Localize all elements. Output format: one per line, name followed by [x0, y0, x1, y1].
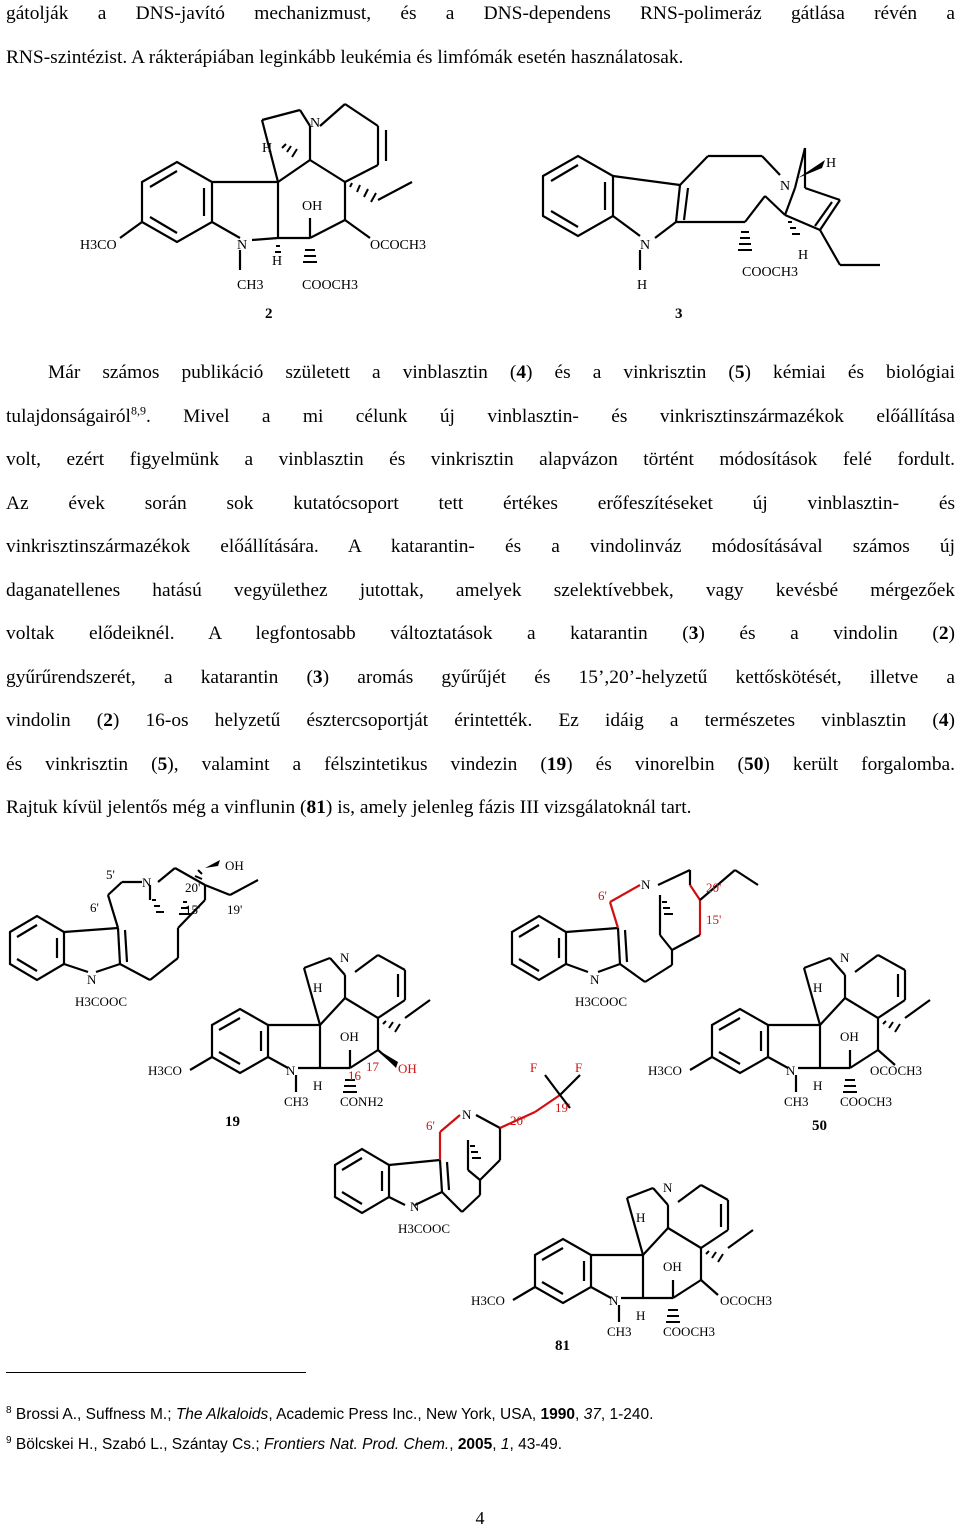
- main-paragraph: [6, 351, 955, 830]
- mol3-n-indole: N: [640, 238, 651, 253]
- text-line: vinkrisztinszármazékok előállítására. A katarantin- és a vindolinváz módosításával számos új: [6, 536, 955, 557]
- text-line: és vinkrisztin (5), valamint a félszintetikus vindezin (19) és vinorelbin (50) került forgalomba.: [6, 753, 955, 775]
- mol50-6p: 6': [598, 888, 607, 903]
- mol19-oh-top: OH: [225, 858, 244, 873]
- mol2-n-top: N: [310, 116, 321, 131]
- figure-vindoline-catharanthine: [0, 0, 960, 330]
- text-line: volt, ezért figyelmünk a vinblasztin és vinkrisztin alapvázon történt módosítások felé fordult.: [6, 449, 955, 470]
- mol81-n-top: N: [462, 1107, 472, 1122]
- mol81-h3cooc: H3COOC: [398, 1221, 451, 1236]
- mol2-label: 2: [265, 306, 273, 322]
- mol81-20p: 20': [510, 1113, 526, 1128]
- mol3-nh: H: [637, 278, 648, 293]
- mol50-h3cooc: H3COOC: [575, 994, 628, 1009]
- mol3-h-top: H: [826, 156, 837, 171]
- mol19-5p: 5': [106, 867, 115, 882]
- mol2-oh: OH: [302, 199, 323, 214]
- text-line: tulajdonságairól$^{8,9}$. Mivel a mi célunk új vinblasztin- és vinkrisztinszármazékok előállítása: [6, 403, 955, 427]
- mol50-n-indoline: N: [786, 1063, 796, 1078]
- mol19-label: 19: [225, 1114, 240, 1130]
- mol50-ch3: CH3: [784, 1094, 809, 1109]
- mol19-h-mid: H: [313, 980, 323, 995]
- mol50-h-mid: H: [813, 980, 823, 995]
- mol81-ch3: CH3: [607, 1324, 632, 1339]
- text-line: Rajtuk kívül jelentős még a vinflunin (81) is, amely jelenleg fázis III vizsgálatoknál tart.: [6, 797, 692, 818]
- mol19-h3co: H3CO: [148, 1063, 182, 1078]
- mol81-19p: 19': [555, 1100, 571, 1115]
- text-line: Már számos publikáció született a vinblasztin (4) és a vinkrisztin (5) kémiai és biológiai: [48, 362, 955, 383]
- mol81-ococh3: OCOCH3: [720, 1293, 773, 1308]
- mol50-oh: OH: [840, 1029, 859, 1044]
- mol50-cooch3: COOCH3: [840, 1094, 893, 1109]
- mol19-nh: N: [87, 972, 97, 987]
- mol19-19p: 19': [227, 902, 243, 917]
- mol19-oh-red: OH: [398, 1061, 417, 1076]
- mol50-n-top: N: [641, 877, 651, 892]
- mol50-ococh3: OCOCH3: [870, 1063, 923, 1078]
- mol2-h: H: [262, 141, 273, 156]
- mol2-ch3: CH3: [237, 278, 264, 293]
- mol2-cooch3: COOCH3: [302, 278, 359, 293]
- footnote-8: $^8$ Brossi A., Suffness M.; The Alkaloids, Academic Press Inc., New York, USA, 1990, 37, 1-240.: [6, 1404, 654, 1423]
- citation-superscript[interactable]: 8,9: [130, 403, 146, 418]
- text-line: RNS-szintézist. A rákterápiában leginkább leukémia és limfómák esetén használatosak.: [6, 46, 684, 68]
- mol3-n-top: N: [780, 179, 791, 194]
- mol19-c16: 16: [348, 1068, 361, 1083]
- footnote-divider: [6, 1372, 306, 1373]
- mol19-n-vindoline: N: [340, 950, 350, 965]
- mol50-label: 50: [812, 1118, 827, 1134]
- page-number: 4: [475, 1508, 485, 1528]
- mol2-ococh3: OCOCH3: [370, 238, 427, 253]
- mol81-oh: OH: [663, 1259, 682, 1274]
- mol50-h3co: H3CO: [648, 1063, 682, 1078]
- mol81-label: 81: [555, 1338, 570, 1354]
- text-line: Az évek során sok kutatócsoport tett értékes erőfeszítéseket új vinblasztin- és: [6, 492, 955, 514]
- molecule-3: [543, 148, 880, 322]
- mol3-label: 3: [675, 306, 683, 322]
- mol50-nh: N: [590, 972, 600, 987]
- mol19-n-indoline: N: [286, 1063, 296, 1078]
- mol50-20p: 20': [706, 880, 722, 895]
- text-line: vindolin (2) 16-os helyzetű észtercsoportját érintették. Ez idáig a természetes vinblasztin (4): [6, 710, 955, 731]
- mol2-n-indoline: N: [237, 238, 248, 253]
- mol81-n-vindoline: N: [663, 1180, 673, 1195]
- mol19-20p: 20': [185, 880, 201, 895]
- mol81-6p: 6': [426, 1118, 435, 1133]
- molecule-50: [512, 870, 930, 1134]
- mol19-ch3: CH3: [284, 1094, 309, 1109]
- mol19-h-bottom: H: [313, 1078, 323, 1093]
- mol81-nh: N: [410, 1199, 420, 1214]
- molecule-2: [80, 104, 426, 322]
- mol81-cooch3: COOCH3: [663, 1324, 716, 1339]
- mol81-f2: F: [575, 1060, 583, 1075]
- mol19-c17: 17: [366, 1059, 379, 1074]
- text-line: daganatellenes hatású vegyülethez jutottak, amelyek szelektívebbek, vagy kevésbé mérgezőek: [6, 579, 955, 601]
- footnote-9: $^9$ Bölcskei H., Szabó L., Szántay Cs.; Frontiers Nat. Prod. Chem., 2005, 1, 43-49.: [6, 1434, 563, 1453]
- figure-vinca-derivatives: [0, 840, 960, 1360]
- mol19-15p: 15': [185, 902, 201, 917]
- mol19-h3cooc: H3COOC: [75, 994, 128, 1009]
- mol81-h-mid: H: [636, 1210, 646, 1225]
- mol81-h3co: H3CO: [471, 1293, 505, 1308]
- mol81-f1: F: [530, 1060, 538, 1075]
- text-line: gátolják a DNS-javító mechanizmust, és a DNS-dependens RNS-polimeráz gátlása révén a: [6, 3, 955, 24]
- mol50-h-bottom: H: [813, 1078, 823, 1093]
- mol50-n-vindoline: N: [840, 950, 850, 965]
- mol3-h: H: [798, 248, 809, 263]
- mol19-6p: 6': [90, 900, 99, 915]
- mol2-h3co: H3CO: [80, 238, 117, 253]
- mol81-n-indoline: N: [609, 1293, 619, 1308]
- text-line: gyűrűrendszerét, a katarantin (3) aromás gyűrűjét és 15’,20’-helyzetű kettőskötését, illetve a: [6, 666, 955, 688]
- mol81-h-bottom: H: [636, 1308, 646, 1323]
- mol3-cooch3: COOCH3: [742, 265, 799, 280]
- molecule-19: [10, 858, 430, 1130]
- molecule-81: [335, 1060, 772, 1354]
- mol19-conh2: CONH2: [340, 1094, 384, 1109]
- mol2-h-bottom: H: [272, 254, 283, 269]
- text-line: voltak elődeiknél. A legfontosabb változtatások a katarantin (3) és a vindolin (2): [6, 623, 955, 644]
- mol19-oh: OH: [340, 1029, 359, 1044]
- mol50-15p: 15': [706, 912, 722, 927]
- mol19-n-top: N: [142, 875, 152, 890]
